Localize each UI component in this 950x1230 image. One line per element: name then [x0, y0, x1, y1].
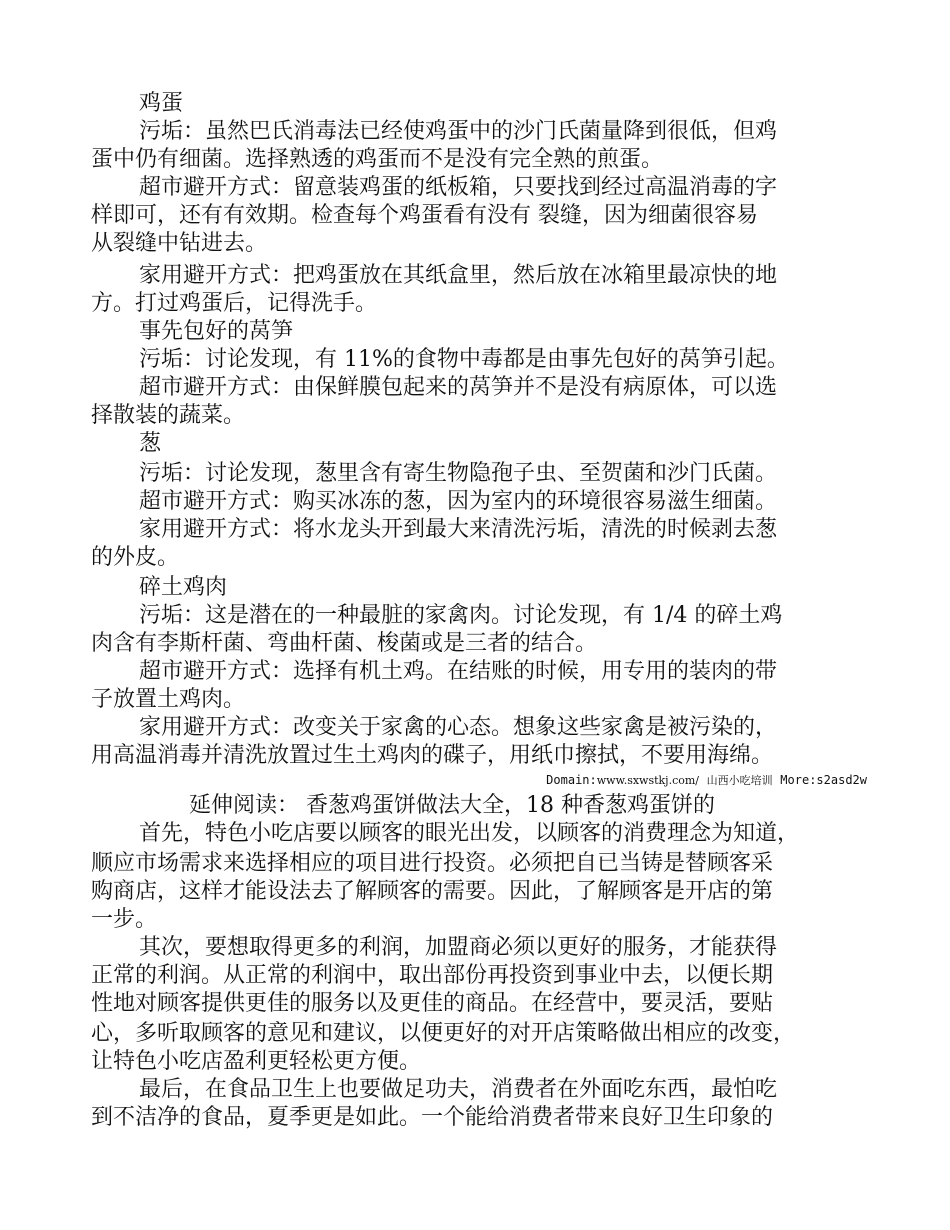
paragraph-line: 首先，特色小吃店要以顾客的眼光出发，以顾客的消费理念为知道， [139, 821, 800, 846]
paragraph-line: 的外皮。 [91, 545, 180, 570]
paragraph-line: 超市避开方式：购买冰冻的葱，因为室内的环境很容易滋生细菌。 [139, 489, 778, 514]
paragraph-line: 超市避开方式：选择有机土鸡。在结账的时候，用专用的装肉的带 [139, 659, 778, 684]
paragraph-line: 家用避开方式：把鸡蛋放在其纸盒里，然后放在冰箱里最凉快的地 [139, 263, 778, 288]
domain-url: www.sxwstkj.com/ [596, 774, 700, 787]
heading-scallion: 葱 [139, 431, 162, 456]
paragraph-line: 心，多听取顾客的意见和建议，以便更好的对开店策略做出相应的改变， [91, 1021, 796, 1046]
heading-lettuce: 事先包好的莴笋 [139, 319, 294, 344]
extended-reading-title: 延伸阅读： 香葱鸡蛋饼做法大全，18 种香葱鸡蛋饼的 [189, 793, 715, 818]
paragraph-line: 方。打过鸡蛋后，记得洗手。 [91, 291, 378, 316]
paragraph-line: 最后，在食品卫生上也要做足功夫，消费者在外面吃东西，最怕吃 [139, 1077, 778, 1102]
paragraph-line: 肉含有李斯杆菌、弯曲杆菌、梭菌或是三者的结合。 [91, 631, 598, 656]
paragraph-line: 样即可，还有有效期。检查每个鸡蛋看有没有 裂缝，因为细菌很容易 [91, 203, 758, 228]
paragraph-line: 正常的利润。从正常的利润中，取出部份再投资到事业中去，以便长期 [91, 963, 774, 988]
paragraph-line: 家用避开方式：改变关于家禽的心态。想象这些家禽是被污染的， [139, 715, 778, 740]
more-label: More:s2asd2w [780, 773, 867, 787]
paragraph-line: 让特色小吃店盈利更轻松更方便。 [91, 1049, 422, 1074]
paragraph-line: 家用避开方式：将水龙头开到最大来清洗污垢，清洗的时候剥去葱 [139, 517, 778, 542]
paragraph-line: 从裂缝中钻进去。 [91, 231, 268, 256]
paragraph-line: 顺应市场需求来选择相应的项目进行投资。必须把自已当铸是替顾客采 [91, 851, 774, 876]
paragraph-line: 超市避开方式：留意装鸡蛋的纸板箱，只要找到经过高温消毒的字 [139, 175, 778, 200]
heading-chicken: 碎土鸡肉 [139, 575, 228, 600]
heading-eggs: 鸡蛋 [139, 91, 184, 116]
paragraph-line: 子放置土鸡肉。 [91, 687, 246, 712]
paragraph-line: 一步。 [91, 907, 158, 932]
domain-label: Domain: [546, 773, 597, 787]
paragraph-line: 其次，要想取得更多的利润，加盟商必须以更好的服务，才能获得 [139, 935, 778, 960]
paragraph-line: 超市避开方式：由保鲜膜包起来的莴笋并不是没有病原体，可以选 [139, 375, 778, 400]
paragraph-line: 择散装的蔬菜。 [91, 403, 246, 428]
site-name: 山西小吃培训 [706, 774, 773, 787]
paragraph-line: 购商店，这样才能设法去了解顾客的需要。因此，了解顾客是开店的第 [91, 879, 774, 904]
paragraph-line: 用高温消毒并清洗放置过生土鸡肉的碟子，用纸巾擦拭，不要用海绵。 [91, 743, 774, 768]
paragraph-line: 污垢：讨论发现，有 11%的食物中毒都是由事先包好的莴笋引起。 [139, 347, 789, 372]
paragraph-line: 污垢：虽然巴氏消毒法已经使鸡蛋中的沙门氏菌量降到很低，但鸡 [139, 119, 778, 144]
paragraph-line: 污垢：这是潜在的一种最脏的家禽肉。讨论发现，有 1/4 的碎土鸡 [139, 603, 783, 628]
paragraph-line: 蛋中仍有细菌。选择熟透的鸡蛋而不是没有完全熟的煎蛋。 [91, 147, 664, 172]
paragraph-line: 污垢：讨论发现，葱里含有寄生物隐孢子虫、至贺菌和沙门氏菌。 [139, 461, 778, 486]
watermark-footer [546, 772, 867, 789]
paragraph-line: 到不洁净的食品，夏季更是如此。一个能给消费者带来良好卫生印象的 [91, 1105, 774, 1130]
paragraph-line: 性地对顾客提供更佳的服务以及更佳的商品。在经营中，要灵活，要贴 [91, 991, 774, 1016]
